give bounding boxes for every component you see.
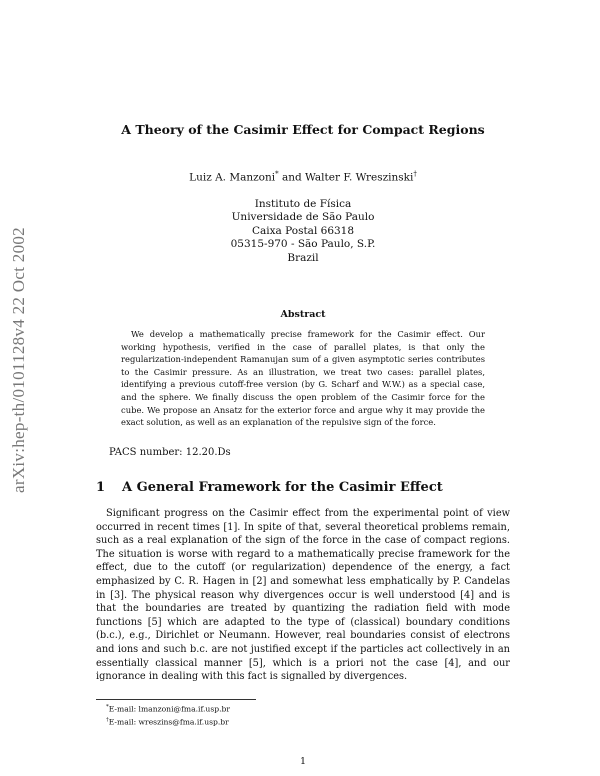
footnote-divider: [96, 699, 256, 700]
arxiv-identifier-stamp: [4, 210, 34, 510]
footnote-marker: *: [275, 170, 279, 178]
footnote: [106, 702, 230, 715]
footnote-text: E-mail: wreszins@fma.if.usp.br: [108, 717, 229, 727]
affiliation-line: Caixa Postal 66318: [251, 224, 355, 237]
page-number: 1: [299, 756, 307, 767]
author-name: Luiz A. Manzoni: [189, 171, 276, 184]
abstract-text: We develop a mathematically precise framework for the Casimir effect. Our working hypothesis, verified in the case of parallel plates, is that only the regularization-independent Ramanujan sum of a given asymptotic series contributes to the Casimir pressure. As an illustration, we treat two cases: parallel plates, identifying a previous cutoff-free version (by G. Scharf and W.W.) as a special case, and the sphere. We finally discuss the open problem of the Casimir force for the cube. We propose an Ansatz for the exterior force and argue why it may provide the exact solution, as well as an explanation of the repulsive sign of the force.: [121, 329, 485, 428]
footnote: [106, 715, 230, 728]
author-connector: and: [278, 171, 306, 184]
abstract-heading: Abstract: [280, 309, 326, 320]
footnote-mark: *: [106, 704, 109, 710]
arxiv-identifier-text: arXiv:hep-th/0101128v4 22 Oct 2002: [9, 227, 28, 493]
footnote-text: E-mail: lmanzoni@fma.if.usp.br: [108, 704, 230, 714]
section-heading: [96, 480, 510, 495]
footnote-marker: †: [413, 170, 417, 178]
footnotes: [106, 702, 230, 728]
affiliation-line: Instituto de Física: [254, 198, 352, 210]
affiliation-line: 05315-970 - São Paulo, S.P.: [230, 238, 376, 251]
author-line: [96, 170, 510, 184]
affiliation-block: [96, 198, 510, 265]
pacs-number: PACS number: 12.20.Ds: [109, 447, 231, 458]
body-paragraph: Significant progress on the Casimir effect from the experimental point of view occurred in recent times [1]. In spite of that, several theoretical problems remain, such as a real explanation of the sign of the force in the case of compact regions. The situation is worse with regard to a mathematically precise framework for the effect, due to the cutoff (or regularization) dependence of the energy, a fact emphasized by C. R. Hagen in [2] and somewhat less emphatically by P. Candelas in [3]. The physical reason why divergences occur is well understood [4] and is that the boundaries are treated by quantizing the radiation field with mode functions [5] which are adapted to the type of (classical) boundary conditions (b.c.), e.g., Dirichlet or Neumann. However, real boundaries consist of electrons and ions and such b.c. are not justified except if the particles act collectively in an essentially classical manner [5], which is a priori not the case [4], and our ignorance in dealing with this fact is signalled by divergences.: [96, 508, 510, 683]
section-title: A General Framework for the Casimir Effect: [122, 480, 443, 495]
paper-title: A Theory of the Casimir Effect for Compact Regions: [121, 122, 485, 137]
section-number: 1: [96, 480, 106, 495]
author-name: Walter F. Wreszinski: [305, 171, 414, 184]
affiliation-line: Universidade de São Paulo: [231, 211, 375, 224]
footnote-mark: †: [106, 717, 109, 724]
affiliation-line: Brazil: [287, 251, 319, 264]
